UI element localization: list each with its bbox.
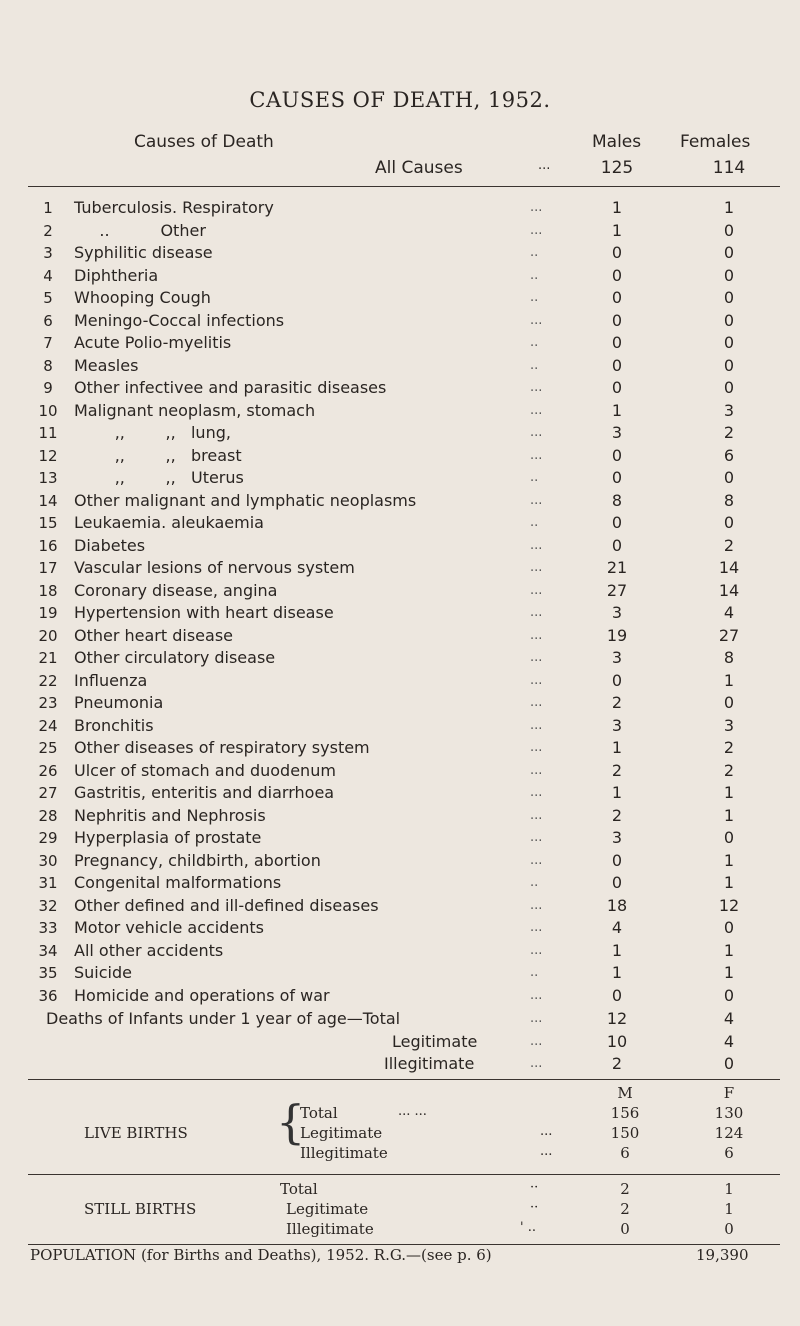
cause-name: .. Other [74, 220, 206, 240]
table-row [0, 670, 800, 693]
cause-males: 0 [611, 288, 623, 307]
table-row [0, 265, 800, 288]
still-births-legit-f: 1 [724, 1200, 734, 1218]
live-births-m-header: M [617, 1084, 633, 1102]
cause-dots: .. [530, 357, 539, 373]
cause-number: 36 [38, 986, 58, 1005]
table-row [0, 895, 800, 918]
females-column-header: Females [680, 132, 751, 152]
cause-females: 0 [723, 265, 735, 285]
cause-name: Other malignant and lymphatic neoplasms [74, 490, 417, 510]
cause-number: 31 [38, 874, 58, 892]
table-row [0, 445, 800, 468]
live-births-illegit-m: 6 [620, 1144, 630, 1162]
cause-number: 15 [38, 514, 58, 532]
males-column-header: Males [592, 132, 642, 152]
cause-males: 0 [611, 850, 623, 870]
cause-name: Congenital malformations [74, 873, 282, 892]
cause-name: All other accidents [74, 940, 224, 960]
cause-name: Diphtheria [74, 265, 159, 285]
cause-name: Suicide [74, 963, 132, 982]
all-causes-dots: ... [538, 158, 551, 173]
cause-males: 3 [611, 828, 623, 847]
cause-dots: ... [530, 717, 543, 733]
table-row [0, 917, 800, 940]
cause-males: 0 [611, 985, 623, 1005]
cause-males: 0 [611, 333, 623, 352]
still-births-illegit-f: 0 [724, 1220, 734, 1238]
cause-females: 0 [723, 243, 735, 262]
live-births-legit-m: 150 [610, 1124, 640, 1142]
cause-dots: .. [530, 875, 539, 890]
cause-females: 0 [723, 310, 735, 330]
cause-females: 1 [723, 805, 735, 825]
cause-females: 1 [723, 963, 735, 982]
cause-name: Whooping Cough [74, 288, 211, 307]
still-births-label: STILL BIRTHS [84, 1200, 197, 1218]
cause-females: 0 [723, 693, 735, 712]
table-row [0, 557, 800, 580]
cause-females: 12 [718, 895, 740, 915]
cause-number: 20 [38, 626, 58, 645]
cause-number: 24 [38, 716, 58, 735]
cause-dots: ... [530, 380, 543, 395]
cause-number: 19 [38, 604, 58, 622]
cause-females: 2 [723, 738, 735, 757]
cause-number: 18 [38, 581, 58, 600]
still-births-legit-dots: ·· [530, 1200, 539, 1215]
cause-name: Malignant neoplasm, stomach [74, 400, 316, 420]
cause-dots: ... [530, 897, 543, 913]
cause-males: 4 [611, 918, 623, 937]
cause-males: 21 [606, 558, 628, 577]
infants-dots: ... [530, 1011, 543, 1026]
infants-illegitimate-label: Illegitimate [384, 1054, 475, 1073]
cause-males: 3 [611, 648, 623, 667]
cause-males: 0 [611, 378, 623, 397]
live-births-illegit-label: Illegitimate [300, 1144, 388, 1162]
cause-males: 0 [611, 265, 623, 285]
live-births-illegit-dots: ... [540, 1144, 553, 1159]
cause-males: 1 [611, 738, 623, 757]
live-births-f-header: F [723, 1084, 735, 1102]
cause-females: 1 [723, 940, 735, 960]
cause-name: Syphilitic disease [74, 243, 213, 262]
still-births-total-dots: ·· [530, 1180, 539, 1195]
cause-females: 0 [723, 378, 735, 397]
population-label: POPULATION (for Births and Deaths), 1952. R.G.—(see p. 6) [30, 1246, 492, 1264]
cause-females: 1 [723, 850, 735, 870]
cause-dots: .. [530, 267, 539, 283]
cause-males: 2 [611, 805, 623, 825]
cause-dots: ... [530, 425, 543, 440]
cause-name: Coronary disease, angina [74, 580, 278, 600]
all-causes-females: 114 [712, 158, 746, 178]
cause-males: 3 [611, 715, 623, 735]
cause-females: 0 [723, 985, 735, 1005]
cause-dots: .. [530, 965, 539, 980]
infants-illegitimate-dots: ... [530, 1056, 543, 1071]
cause-males: 1 [611, 783, 623, 802]
cause-males: 18 [606, 895, 628, 915]
cause-females: 1 [723, 783, 735, 802]
table-row [0, 602, 800, 625]
cause-dots: ... [530, 650, 543, 665]
cause-females: 0 [723, 333, 735, 352]
cause-females: 1 [723, 198, 735, 217]
table-row [0, 535, 800, 558]
cause-name: Vascular lesions of nervous system [74, 558, 355, 577]
cause-number: 4 [43, 266, 53, 285]
cause-males: 0 [611, 355, 623, 375]
cause-males: 2 [611, 760, 623, 780]
cause-males: 0 [611, 243, 623, 262]
table-row [0, 490, 800, 513]
cause-females: 3 [723, 715, 735, 735]
cause-females: 14 [718, 580, 740, 600]
cause-name: Pneumonia [74, 693, 164, 712]
cause-dots: ... [530, 627, 543, 643]
table-row [0, 310, 800, 333]
table-row [0, 467, 800, 490]
cause-females: 0 [723, 468, 735, 487]
all-causes-males: 125 [600, 158, 634, 178]
cause-males: 0 [611, 468, 623, 487]
cause-dots: ... [530, 447, 543, 463]
cause-dots: ... [530, 312, 543, 328]
cause-name: Measles [74, 355, 139, 375]
cause-name: Tuberculosis. Respiratory [74, 198, 274, 217]
cause-dots: ... [530, 605, 543, 620]
table-row [0, 850, 800, 873]
page-title: CAUSES OF DEATH, 1952. [249, 88, 551, 112]
table-row [0, 400, 800, 423]
cause-name: Homicide and operations of war [74, 985, 330, 1005]
live-births-legit-label: Legitimate [300, 1124, 383, 1142]
table-row [0, 692, 800, 715]
cause-dots: ... [530, 942, 543, 958]
infants-total-females: 4 [723, 1009, 735, 1028]
cause-dots: .. [530, 335, 539, 350]
cause-number: 2 [43, 221, 53, 240]
cause-males: 8 [611, 490, 623, 510]
cause-dots: ... [530, 852, 543, 868]
live-births-illegit-f: 6 [724, 1144, 734, 1162]
live-births-label: LIVE BIRTHS [84, 1124, 188, 1142]
table-row [0, 827, 800, 850]
table-row [0, 242, 800, 265]
live-births-total-m: 156 [610, 1104, 640, 1122]
infants-illegitimate-males: 2 [611, 1054, 623, 1073]
cause-females: 1 [723, 670, 735, 690]
cause-name: Nephritis and Nephrosis [74, 805, 266, 825]
cause-females: 0 [723, 828, 735, 847]
table-row [0, 872, 800, 895]
cause-males: 0 [611, 445, 623, 465]
cause-females: 6 [723, 445, 735, 465]
cause-males: 0 [611, 670, 623, 690]
cause-name: ,, ,, breast [74, 445, 242, 465]
table-row [0, 760, 800, 783]
still-births-rule [28, 1244, 780, 1245]
cause-number: 7 [43, 334, 53, 352]
cause-males: 0 [611, 513, 623, 532]
cause-dots: ... [530, 222, 543, 238]
cause-females: 8 [723, 648, 735, 667]
cause-females: 0 [723, 355, 735, 375]
live-births-total-dots: ... ... [398, 1104, 427, 1119]
cause-number: 14 [38, 491, 58, 510]
cause-number: 30 [38, 851, 58, 870]
infant-deaths-block [0, 1008, 800, 1076]
cause-dots: ... [530, 830, 543, 845]
still-births-total-f: 1 [724, 1180, 734, 1198]
cause-females: 2 [723, 760, 735, 780]
cause-males: 0 [611, 873, 623, 892]
infants-legitimate-males: 10 [606, 1031, 628, 1051]
cause-females: 4 [723, 603, 735, 622]
cause-name: Gastritis, enteritis and diarrhoea [74, 783, 335, 802]
table-row [0, 197, 800, 220]
cause-number: 5 [43, 289, 53, 307]
table-row [0, 715, 800, 738]
cause-number: 11 [38, 424, 58, 442]
cause-name: Other defined and ill-defined diseases [74, 895, 379, 915]
still-births-illegit-label: Illegitimate [286, 1220, 374, 1238]
cause-number: 32 [38, 896, 58, 915]
cause-dots: ... [530, 920, 543, 935]
cause-dots: ... [530, 785, 543, 800]
still-births-legit-m: 2 [620, 1200, 630, 1218]
table-row [0, 805, 800, 828]
cause-dots: .. [530, 470, 539, 485]
table-row [0, 985, 800, 1008]
cause-males: 1 [611, 220, 623, 240]
cause-dots: ... [530, 582, 543, 598]
cause-dots: ... [530, 807, 543, 823]
still-births-legit-label: Legitimate [286, 1200, 369, 1218]
cause-males: 2 [611, 693, 623, 712]
cause-females: 2 [723, 535, 735, 555]
infants-legitimate-label: Legitimate [392, 1031, 478, 1051]
infants-total-label: Deaths of Infants under 1 year of age—Total [46, 1009, 401, 1028]
cause-number: 35 [38, 964, 58, 982]
cause-dots: .. [530, 290, 539, 305]
live-births-total-label: Total [300, 1104, 338, 1122]
cause-name: Other diseases of respiratory system [74, 738, 370, 757]
cause-females: 0 [723, 918, 735, 937]
infants-legitimate-dots: ... [530, 1033, 543, 1049]
cause-name: Leukaemia. aleukaemia [74, 513, 264, 532]
infants-illegitimate-females: 0 [723, 1054, 735, 1073]
cause-number: 6 [43, 311, 53, 330]
all-causes-label: All Causes [375, 158, 463, 178]
live-births-brace: { [276, 1095, 306, 1149]
cause-males: 0 [611, 310, 623, 330]
cause-number: 33 [38, 919, 58, 937]
table-row [0, 287, 800, 310]
cause-dots: ... [530, 560, 543, 575]
cause-name: Influenza [74, 670, 148, 690]
table-row [0, 940, 800, 963]
cause-dots: ... [530, 740, 543, 755]
table-row [0, 737, 800, 760]
still-births-illegit-dots: ' .. [520, 1220, 536, 1235]
cause-number: 13 [38, 469, 58, 487]
cause-females: 3 [723, 400, 735, 420]
cause-number: 1 [43, 199, 53, 217]
still-births-total-m: 2 [620, 1180, 630, 1198]
cause-name: Diabetes [74, 535, 146, 555]
cause-name: Hyperplasia of prostate [74, 828, 262, 847]
cause-name: ,, ,, lung, [74, 423, 231, 442]
table-row [0, 512, 800, 535]
cause-number: 27 [38, 784, 58, 802]
cause-number: 28 [38, 806, 58, 825]
cause-name: Ulcer of stomach and duodenum [74, 760, 336, 780]
table-row [0, 625, 800, 648]
table-row [0, 647, 800, 670]
cause-number: 29 [38, 829, 58, 847]
cause-males: 3 [611, 423, 623, 442]
table-row [0, 220, 800, 243]
cause-dots: ... [530, 200, 543, 215]
cause-dots: ... [530, 402, 543, 418]
cause-females: 0 [723, 220, 735, 240]
cause-name: Acute Polio-myelitis [74, 333, 232, 352]
live-births-legit-f: 124 [714, 1124, 744, 1142]
table-row [0, 962, 800, 985]
cause-number: 17 [38, 559, 58, 577]
infants-rule [28, 1079, 780, 1080]
cause-females: 27 [718, 625, 740, 645]
infants-legitimate-females: 4 [723, 1031, 735, 1051]
cause-number: 23 [38, 694, 58, 712]
cause-females: 14 [718, 558, 740, 577]
table-row [0, 580, 800, 603]
cause-name: Other infectivee and parasitic diseases [74, 378, 387, 397]
table-row [0, 377, 800, 400]
cause-number: 3 [43, 244, 53, 262]
cause-females: 8 [723, 490, 735, 510]
cause-males: 1 [611, 963, 623, 982]
cause-name: Pregnancy, childbirth, abortion [74, 850, 321, 870]
cause-number: 22 [38, 671, 58, 690]
cause-number: 12 [38, 446, 58, 465]
cause-name: ,, ,, Uterus [74, 468, 244, 487]
live-births-rule [28, 1174, 780, 1175]
still-births-illegit-m: 0 [620, 1220, 630, 1238]
cause-number: 16 [38, 536, 58, 555]
live-births-total-f: 130 [714, 1104, 744, 1122]
cause-males: 19 [606, 625, 628, 645]
cause-number: 26 [38, 761, 58, 780]
cause-females: 0 [723, 513, 735, 532]
cause-males: 27 [606, 580, 628, 600]
cause-number: 25 [38, 739, 58, 757]
table-row [0, 422, 800, 445]
cause-dots: ... [530, 695, 543, 710]
cause-name: Other heart disease [74, 625, 234, 645]
cause-dots: .. [530, 515, 539, 530]
causes-table [0, 197, 800, 1007]
infants-total-males: 12 [606, 1009, 628, 1028]
population-value: 19,390 [696, 1246, 749, 1264]
table-row [0, 782, 800, 805]
cause-number: 34 [38, 941, 58, 960]
cause-name: Other circulatory disease [74, 648, 276, 667]
cause-dots: ... [530, 762, 543, 778]
cause-dots: .. [530, 245, 539, 260]
cause-name: Motor vehicle accidents [74, 918, 264, 937]
cause-males: 1 [611, 940, 623, 960]
cause-females: 0 [723, 288, 735, 307]
cause-males: 1 [611, 198, 623, 217]
cause-number: 21 [38, 649, 58, 667]
causes-column-header: Causes of Death [134, 132, 274, 152]
still-births-total-label: Total [280, 1180, 318, 1198]
cause-males: 1 [611, 400, 623, 420]
cause-dots: ... [530, 672, 543, 688]
cause-females: 2 [723, 423, 735, 442]
cause-name: Bronchitis [74, 715, 154, 735]
live-births-block [0, 1082, 800, 1172]
cause-number: 8 [43, 356, 53, 375]
cause-name: Meningo-Coccal infections [74, 310, 285, 330]
cause-dots: ... [530, 537, 543, 553]
live-births-legit-dots: ... [540, 1124, 553, 1139]
cause-males: 3 [611, 603, 623, 622]
header-rule [28, 186, 780, 187]
cause-number: 10 [38, 401, 58, 420]
cause-dots: ... [530, 987, 543, 1003]
cause-dots: ... [530, 492, 543, 508]
cause-males: 0 [611, 535, 623, 555]
table-row [0, 332, 800, 355]
cause-name: Hypertension with heart disease [74, 603, 334, 622]
cause-females: 1 [723, 873, 735, 892]
cause-number: 9 [43, 379, 53, 397]
table-row [0, 355, 800, 378]
